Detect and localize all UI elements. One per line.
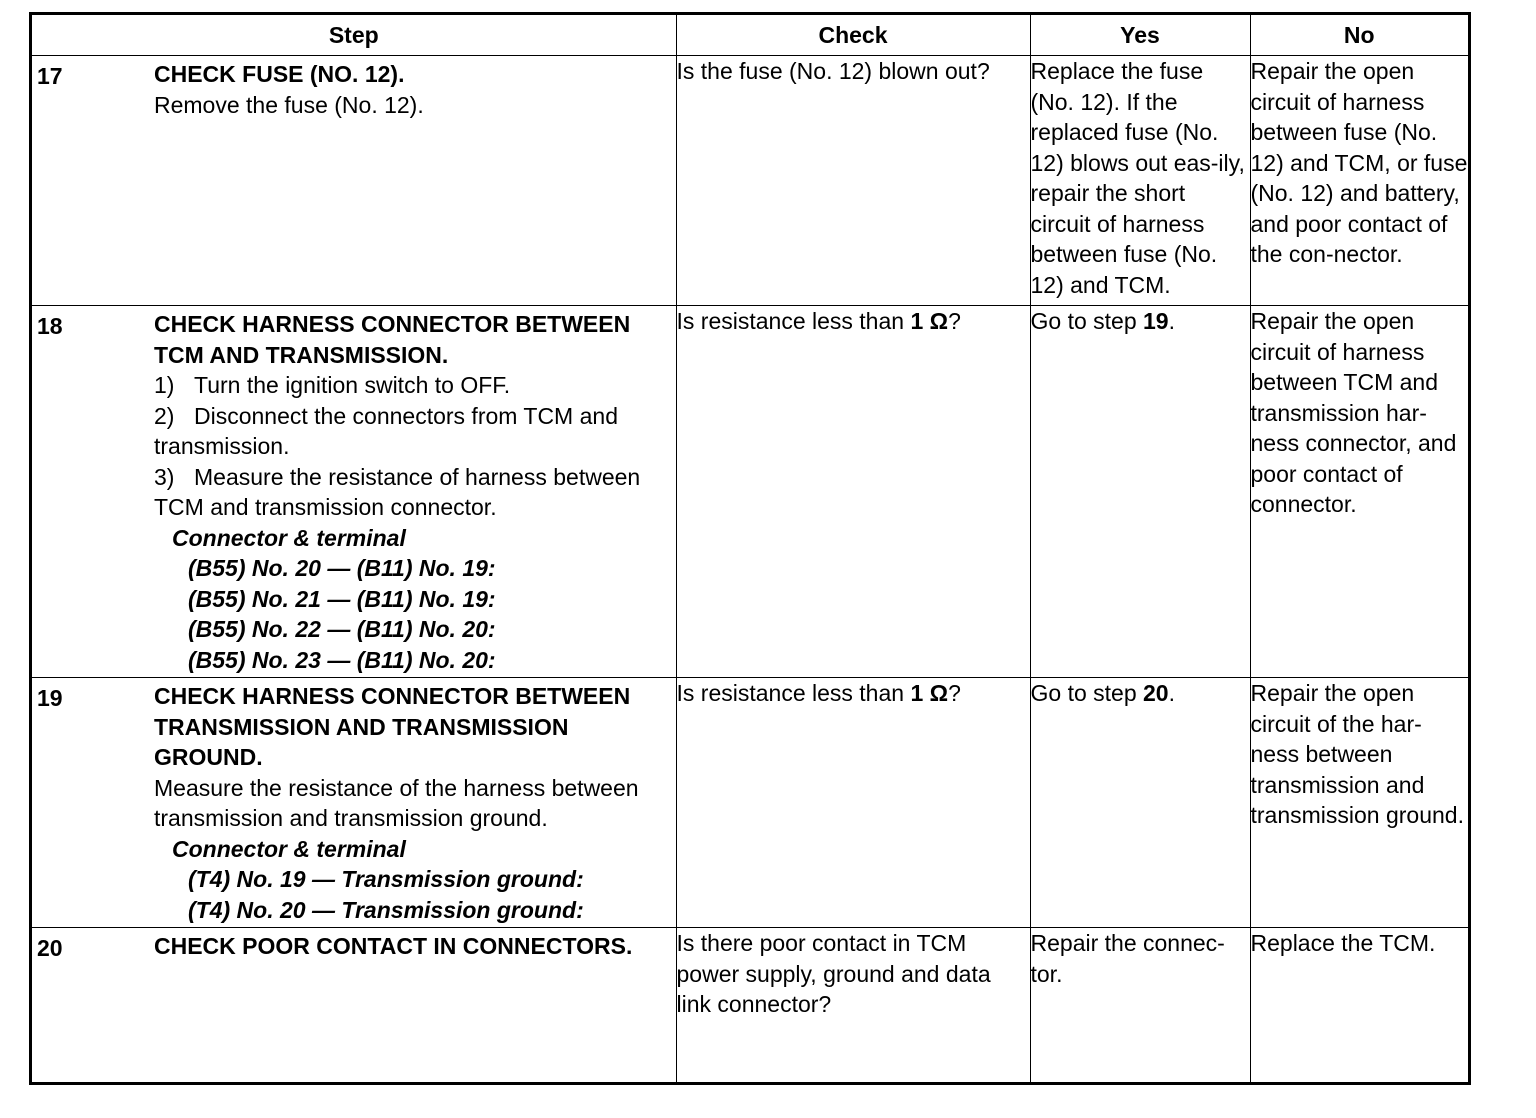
no-cell: Repair the open circuit of harness between fuse (No. 12) and TCM, or fuse (No. 12) and battery, and poor contact of the con-nector.: [1250, 56, 1468, 306]
step-cell: [32, 678, 676, 928]
header-no: No: [1250, 15, 1468, 56]
step-cell: [32, 56, 676, 306]
check-cell: Is resistance less than 1 Ω?: [676, 306, 1030, 678]
step-number: 18: [37, 313, 63, 339]
header-yes: Yes: [1030, 15, 1250, 56]
connector-item: (B55) No. 21 — (B11) No. 19:: [188, 585, 496, 612]
step-title: CHECK POOR CONTACT IN CONNECTORS.: [154, 933, 633, 959]
step-title: CHECK FUSE (NO. 12).: [154, 61, 405, 87]
step-cell: [32, 928, 676, 1083]
table-row-19: [32, 678, 1468, 928]
step-number: 20: [37, 935, 63, 961]
connector-item: (T4) No. 20 — Transmission ground:: [188, 896, 584, 923]
no-cell: Repair the open circuit of the har-ness between transmission and transmission ground.: [1250, 678, 1468, 928]
check-cell: Is the fuse (No. 12) blown out?: [676, 56, 1030, 306]
step-instruction: 2) Disconnect the connectors from TCM and transmission.: [154, 402, 618, 459]
step-number: 17: [37, 63, 63, 89]
connector-item: (B55) No. 20 — (B11) No. 19:: [188, 555, 496, 581]
step-number: 19: [37, 685, 63, 711]
diagnostic-table-frame: [29, 12, 1471, 1085]
step-text: Remove the fuse (No. 12).: [154, 91, 424, 118]
header-check: Check: [676, 15, 1030, 56]
connector-label: Connector & terminal: [172, 524, 406, 551]
yes-cell: Replace the fuse (No. 12). If the replaced fuse (No. 12) blows out eas-ily, repair the short circuit of harness between fuse (No. 12) and TCM.: [1030, 56, 1250, 306]
table-row-20: [32, 928, 1468, 1083]
header-row: [32, 15, 1468, 56]
step-title: CHECK HARNESS CONNECTOR BETWEEN TRANSMISSION AND TRANSMISSION GROUND.: [154, 683, 631, 770]
yes-cell: Repair the connec-tor.: [1030, 928, 1250, 1083]
step-cell: [32, 306, 676, 678]
check-cell: Is there poor contact in TCM power supply, ground and data link connector?: [676, 928, 1030, 1083]
table-row-18: [32, 306, 1468, 678]
step-instruction: 3) Measure the resistance of harness between TCM and transmission connector.: [154, 463, 641, 520]
no-cell: Replace the TCM.: [1250, 928, 1468, 1083]
step-text: Measure the resistance of the harness between transmission and transmission ground.: [154, 774, 639, 831]
no-cell: Repair the open circuit of harness between TCM and transmission har-ness connector, and poor contact of connector.: [1250, 306, 1468, 678]
yes-cell: Go to step 19.: [1030, 306, 1250, 678]
header-step: Step: [32, 15, 676, 56]
step-title: CHECK HARNESS CONNECTOR BETWEEN TCM AND TRANSMISSION.: [154, 311, 631, 368]
diagnostic-table: [32, 15, 1468, 1082]
step-instruction: 1) Turn the ignition switch to OFF.: [154, 372, 511, 398]
connector-label: Connector & terminal: [172, 835, 406, 862]
connector-item: (B55) No. 22 — (B11) No. 20:: [188, 616, 496, 642]
table-row-17: [32, 56, 1468, 306]
connector-item: (B55) No. 23 — (B11) No. 20:: [188, 646, 496, 673]
connector-item: (T4) No. 19 — Transmission ground:: [188, 866, 584, 892]
yes-cell: Go to step 20.: [1030, 678, 1250, 928]
check-cell: Is resistance less than 1 Ω?: [676, 678, 1030, 928]
